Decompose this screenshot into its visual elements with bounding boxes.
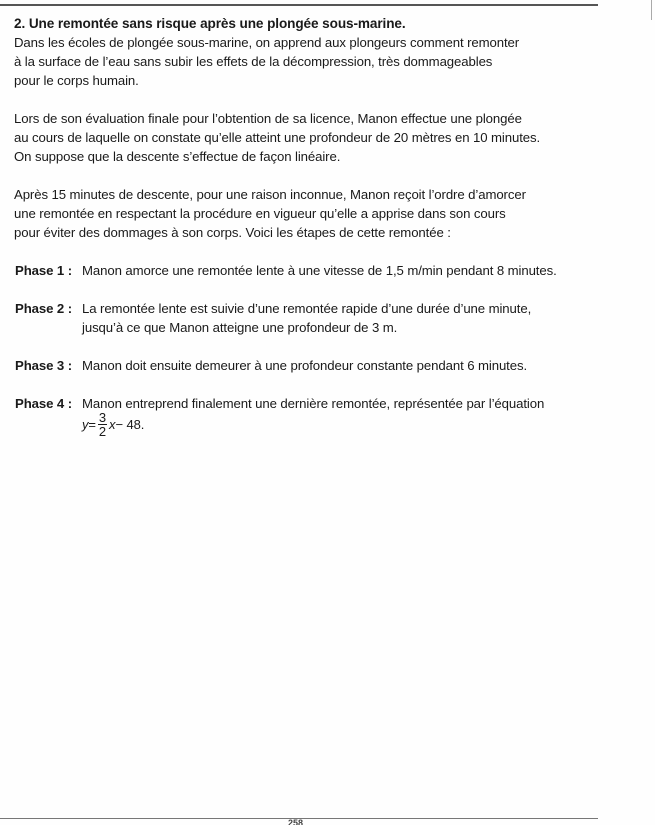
equation-lhs: y — [82, 417, 89, 432]
phase-2 — [15, 299, 604, 337]
phase-label: Phase 2 : — [15, 301, 73, 316]
text-line: Après 15 minutes de descente, pour une raison inconnue, Manon reçoit l’ordre d’amorcer — [14, 187, 526, 202]
linear-equation — [82, 411, 144, 438]
text-line: Lors de son évaluation finale pour l’obtention de sa licence, Manon effectue une plongée — [14, 111, 522, 126]
phase-1 — [15, 261, 604, 280]
equation-variable: x — [109, 417, 116, 432]
phase-label: Phase 1 : — [15, 263, 73, 278]
text-line: La remontée lente est suivie d’une remontée rapide d’une durée d’une minute, — [82, 301, 532, 316]
equation-fraction — [98, 411, 107, 438]
phase-description — [82, 356, 604, 375]
text-line: Manon entreprend finalement une dernière remontée, représentée par l’équation — [82, 396, 545, 411]
equation-equals: = — [88, 417, 96, 432]
intro-paragraph — [14, 33, 604, 90]
text-line: On suppose que la descente s’effectue de façon linéaire. — [14, 149, 341, 164]
exercise-title: 2. Une remontée sans risque après une plongée sous-marine. — [14, 16, 406, 31]
text-line: Manon doit ensuite demeurer à une profondeur constante pendant 6 minutes. — [82, 358, 528, 373]
page-edge — [651, 0, 652, 20]
context-paragraph — [14, 109, 604, 166]
page-number: 258 — [288, 819, 304, 825]
text-line: pour le corps humain. — [14, 73, 139, 88]
top-rule — [0, 4, 598, 6]
phase-description — [82, 299, 604, 337]
phase-description — [82, 394, 604, 438]
text-line: une remontée en respectant la procédure en vigueur qu’elle a apprise dans son cours — [14, 206, 506, 221]
phase-description — [82, 261, 604, 280]
phase-label: Phase 4 : — [15, 396, 73, 411]
fraction-numerator: 3 — [98, 410, 107, 425]
text-line: au cours de laquelle on constate qu’elle atteint une profondeur de 20 mètres en 10 minutes. — [14, 130, 541, 145]
text-line: Manon amorce une remontée lente à une vitesse de 1,5 m/min pendant 8 minutes. — [82, 263, 557, 278]
ascent-paragraph — [14, 185, 604, 242]
phase-label: Phase 3 : — [15, 358, 73, 373]
text-line: à la surface de l’eau sans subir les effets de la décompression, très dommageables — [14, 54, 493, 69]
phase-3 — [15, 356, 604, 375]
equation-constant: − 48. — [115, 417, 145, 432]
fraction-denominator: 2 — [98, 424, 107, 439]
phase-4 — [15, 394, 604, 438]
text-line: jusqu’à ce que Manon atteigne une profondeur de 3 m. — [82, 320, 398, 335]
text-line: pour éviter des dommages à son corps. Voici les étapes de cette remontée : — [14, 225, 451, 240]
exercise-content — [14, 14, 604, 457]
text-line: Dans les écoles de plongée sous-marine, on apprend aux plongeurs comment remonter — [14, 35, 520, 50]
